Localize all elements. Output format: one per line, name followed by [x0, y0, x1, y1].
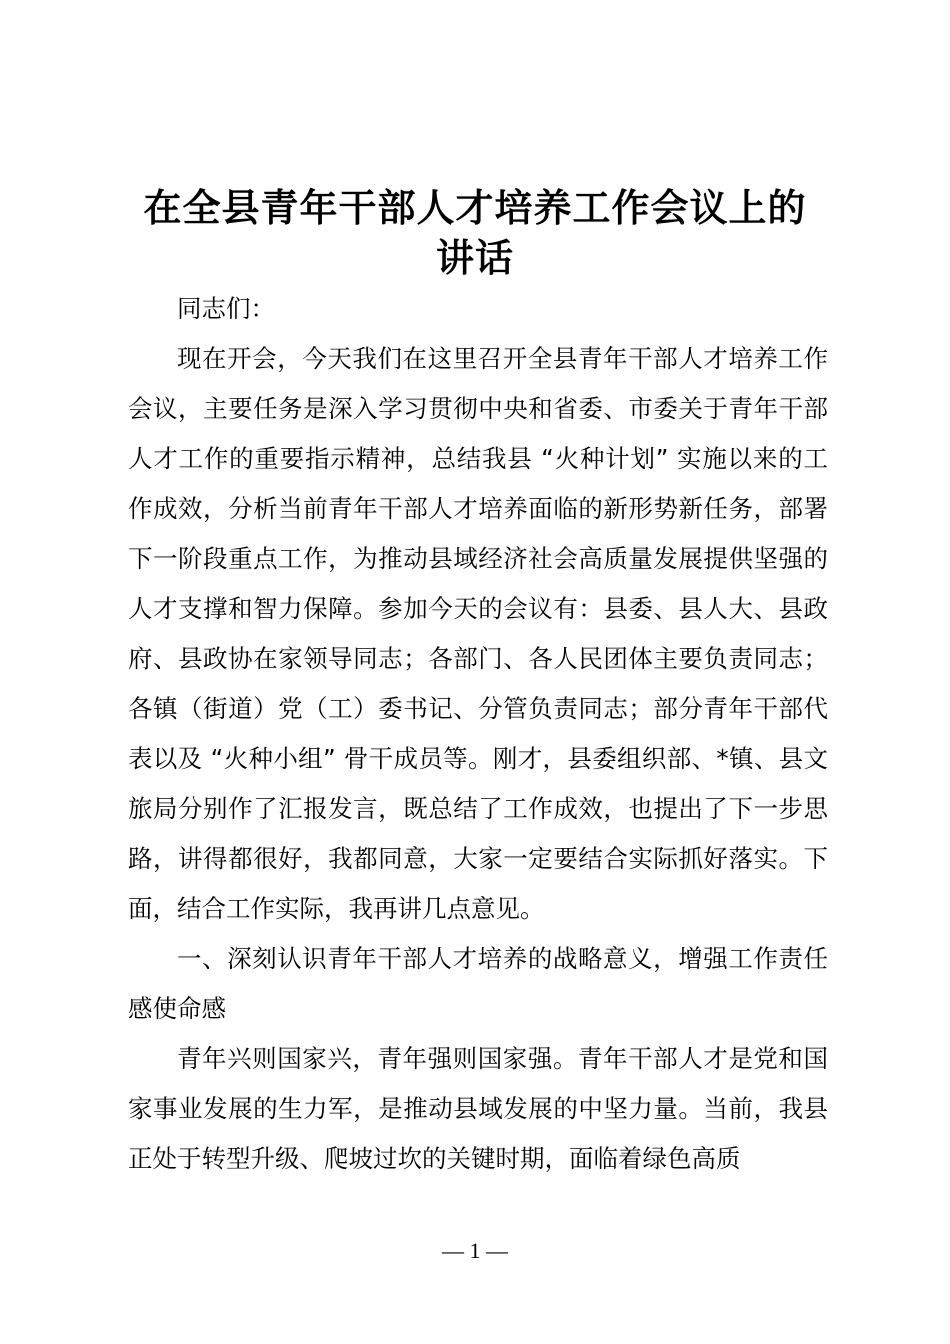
paragraph-opening: 现在开会，今天我们在这里召开全县青年干部人才培养工作会议，主要任务是深入学习贯彻中央和省委、市委关于青年干部人才工作的重要指示精神，总结我县 “火种计划” 实施以来的工作成效，分析当前青年干部人才培养面临的新形势新任务，部署下一阶段重点工作，为推动县域经济社会高质量发展提供坚强的人才支撑和智力保障。参加今天的会议有：县委、县人大、县政府、县政协在家领导同志；各部门、各人民团体主要负责同志；各镇（街道）党（工）委书记、分管负责同志；部分青年干部代表以及 “火种小组” 骨干成员等。刚才，县委组织部、*镇、县文旅局分别作了汇报发言，既总结了工作成效，也提出了下一步思路，讲得都很好，我都同意，大家一定要结合实际抓好落实。下面，结合工作实际，我再讲几点意见。 [128, 344, 828, 923]
title-line-1: 在全县青年干部人才培养工作会议上的 [143, 185, 807, 230]
document-body [128, 284, 828, 1184]
title-line-2: 讲话 [435, 235, 514, 280]
document-title [100, 183, 850, 283]
paragraph-section-1: 青年兴则国家兴，青年强则国家强。青年干部人才是党和国家事业发展的生力军，是推动县域发展的中坚力量。当前，我县正处于转型升级、爬坡过坎的关键时期，面临着绿色高质 [128, 1044, 828, 1173]
salutation: 同志们： [177, 294, 275, 323]
page-number: — 1 — [442, 1238, 508, 1263]
section-heading-1: 一、深刻认识青年干部人才培养的战略意义，增强工作责任感使命感 [128, 944, 828, 1023]
